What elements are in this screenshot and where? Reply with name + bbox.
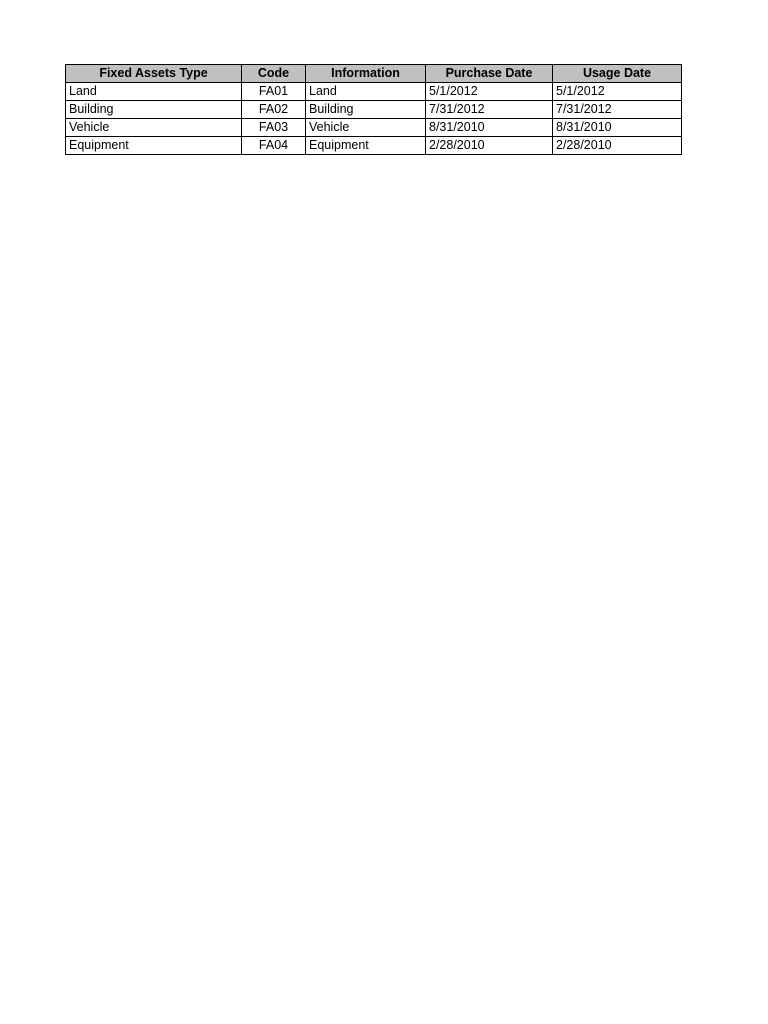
cell-purchase-date: 7/31/2012 bbox=[426, 101, 553, 119]
header-information: Information bbox=[306, 65, 426, 83]
table-row bbox=[66, 101, 682, 119]
cell-fixed-assets-type: Equipment bbox=[66, 137, 242, 155]
cell-purchase-date: 5/1/2012 bbox=[426, 83, 553, 101]
cell-purchase-date: 2/28/2010 bbox=[426, 137, 553, 155]
fixed-assets-table bbox=[65, 64, 682, 155]
cell-information: Building bbox=[306, 101, 426, 119]
cell-usage-date: 2/28/2010 bbox=[553, 137, 682, 155]
cell-usage-date: 7/31/2012 bbox=[553, 101, 682, 119]
table-row bbox=[66, 119, 682, 137]
spreadsheet-page bbox=[65, 64, 681, 155]
cell-information: Vehicle bbox=[306, 119, 426, 137]
cell-information: Equipment bbox=[306, 137, 426, 155]
cell-code: FA01 bbox=[242, 83, 306, 101]
table-header-row bbox=[66, 65, 682, 83]
header-fixed-assets-type: Fixed Assets Type bbox=[66, 65, 242, 83]
cell-code: FA02 bbox=[242, 101, 306, 119]
cell-fixed-assets-type: Building bbox=[66, 101, 242, 119]
cell-information: Land bbox=[306, 83, 426, 101]
cell-usage-date: 8/31/2010 bbox=[553, 119, 682, 137]
cell-usage-date: 5/1/2012 bbox=[553, 83, 682, 101]
table-row bbox=[66, 137, 682, 155]
cell-fixed-assets-type: Land bbox=[66, 83, 242, 101]
cell-code: FA04 bbox=[242, 137, 306, 155]
table-row bbox=[66, 83, 682, 101]
header-code: Code bbox=[242, 65, 306, 83]
header-purchase-date: Purchase Date bbox=[426, 65, 553, 83]
cell-code: FA03 bbox=[242, 119, 306, 137]
cell-purchase-date: 8/31/2010 bbox=[426, 119, 553, 137]
header-usage-date: Usage Date bbox=[553, 65, 682, 83]
cell-fixed-assets-type: Vehicle bbox=[66, 119, 242, 137]
